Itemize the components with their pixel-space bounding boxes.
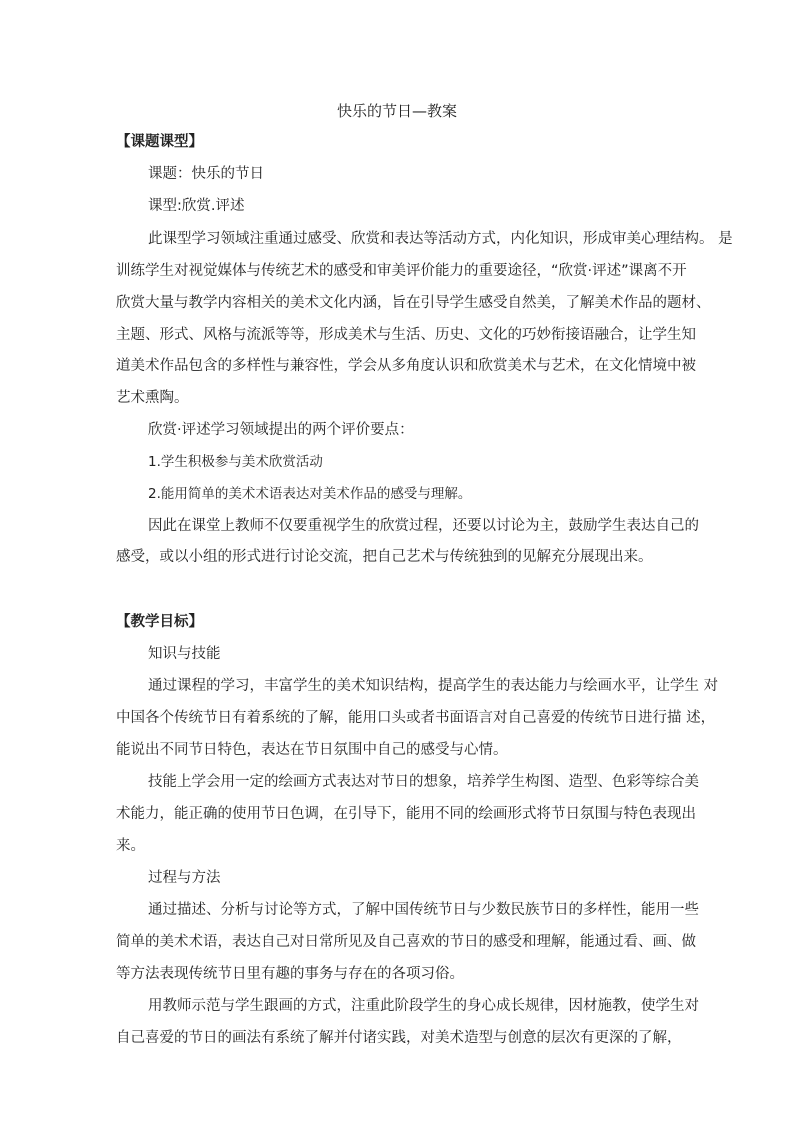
paragraph-line: 技能上学会用一定的绘画方式表达对节日的想象，培养学生构图、造型、色彩等综合美 [148,774,699,790]
paragraph-line: 用教师示范与学生跟画的方式，注重此阶段学生的身心成长规律，因材施教，使学生对 [148,998,699,1014]
paragraph-line: 术能力，能正确的使用节日色调，在引导下，能用不同的绘画形式将节日氛围与特色表现出 [116,806,696,822]
paragraph-line: 艺术熏陶。 [116,390,189,406]
topic-line: 课题：快乐的节日 [148,166,264,182]
paragraph-line: 简单的美术术语，表达自己对日常所见及自己喜欢的节日的感受和理解，能通过看、画、做 [116,934,696,950]
paragraph-line: 欣赏大量与教学内容相关的美术文化内涵，旨在引导学生感受自然美，了解美术作品的题材、 [116,295,711,311]
paragraph-line: 因此在课堂上教师不仅要重视学生的欣赏过程，还要以讨论为主，鼓励学生表达自己的 [148,518,699,534]
paragraph-line: 中国各个传统节日有着系统的了解，能用口头或者书面语言对自己喜爱的传统节日进行描 述， [116,710,716,726]
section-heading-teaching-goals: 【教学目标】 [116,614,203,630]
paragraph-line: 主题、形式、风格与流派等等，形成美术与生活、历史、文化的巧妙衔接语融合，让学生知 [116,327,696,343]
paragraph-line: 通过课程的学习，丰富学生的美术知识结构，提高学生的表达能力与绘画水平，让学生 对 [148,678,719,694]
type-line: 课型:欣赏.评述 [148,198,245,214]
paragraph-line: 欣赏·评述学习领域提出的两个评价要点： [148,422,414,438]
paragraph-line: 能说出不同节日特色，表达在节日氛围中自己的感受与心情。 [116,742,508,758]
document-title: 快乐的节日—教案 [336,102,457,120]
list-item: 1.学生积极参与美术欣赏活动 [148,454,323,470]
subheading-process-methods: 过程与方法 [148,870,221,886]
paragraph-line: 训练学生对视觉媒体与传统艺术的感受和审美评价能力的重要途径，“欣赏·评述”课离不开 [116,263,687,279]
paragraph-line: 此课型学习领域注重通过感受、欣赏和表达等活动方式，内化知识，形成审美心理结构。 是 [148,231,733,247]
paragraph-line: 等方法表现传统节日里有趣的事务与存在的各项习俗。 [116,966,464,982]
paragraph-line: 通过描述、分析与讨论等方式，了解中国传统节日与少数民族节日的多样性，能用一些 [148,902,699,918]
paragraph-line: 来。 [116,838,145,854]
subheading-knowledge-skills: 知识与技能 [148,646,221,662]
paragraph-line: 感受，或以小组的形式进行讨论交流，把自己艺术与传统独到的见解充分展现出来。 [116,549,653,565]
paragraph-line: 自己喜爱的节日的画法有系统了解并付诸实践，对美术造型与创意的层次有更深的了解， [116,1030,682,1046]
list-item: 2.能用简单的美术术语表达对美术作品的感受与理解。 [148,486,472,502]
section-heading-course-type: 【课题课型】 [116,134,203,150]
paragraph-line: 道美术作品包含的多样性与兼容性，学会从多角度认识和欣赏美术与艺术，在文化情境中被 [116,358,696,374]
